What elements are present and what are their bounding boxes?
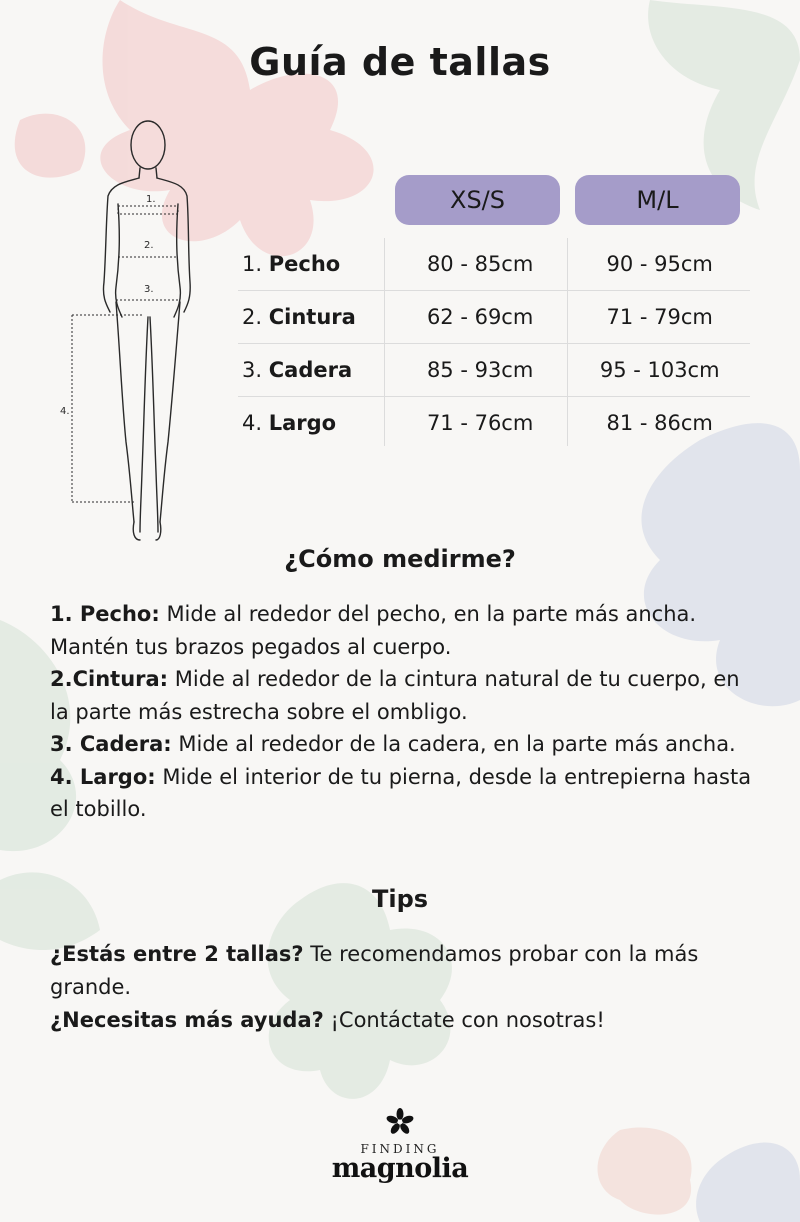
row-label: 2. Cintura	[242, 305, 356, 329]
row-label: 1. Pecho	[242, 252, 341, 276]
measurement-instructions	[50, 598, 760, 826]
brand-logo	[300, 1108, 500, 1182]
table-row	[238, 343, 750, 396]
figure-label-3: 3.	[144, 284, 154, 295]
cell-xs-s: 62 - 69cm	[426, 305, 534, 329]
tips-title: Tips	[371, 885, 429, 913]
logo-text-bottom: magnolia	[331, 1153, 469, 1184]
instruction-item: 4. Largo: Mide el interior de tu pierna, desde la entrepierna hasta el tobillo.	[50, 764, 752, 821]
cell-m-l: 81 - 86cm	[606, 411, 713, 435]
size-table	[238, 238, 750, 449]
cell-m-l: 90 - 95cm	[606, 252, 713, 276]
instruction-item: 1. Pecho: Mide al rededor del pecho, en la parte más ancha. Mantén tus brazos pegados al cuerpo.	[50, 602, 697, 659]
table-row	[238, 290, 750, 343]
cell-xs-s: 71 - 76cm	[426, 411, 534, 435]
flower-icon	[386, 1108, 414, 1136]
how-to-title: ¿Cómo medirme?	[284, 545, 516, 573]
size-header-xs-s: XS/S	[395, 175, 560, 225]
body-measurement-figure	[60, 112, 210, 552]
instruction-item: 2.Cintura: Mide al rededor de la cintura natural de tu cuerpo, en la parte más estrecha sobre el ombligo.	[50, 667, 740, 724]
page-title: Guía de tallas	[249, 40, 551, 84]
table-row	[238, 238, 750, 290]
row-label: 3. Cadera	[242, 358, 353, 382]
table-row	[238, 396, 750, 449]
figure-label-4: 4.	[60, 406, 70, 417]
cell-xs-s: 80 - 85cm	[426, 252, 534, 276]
tips-list	[50, 938, 760, 1037]
figure-label-2: 2.	[144, 240, 154, 251]
cell-m-l: 95 - 103cm	[599, 358, 720, 382]
tip-item: ¿Necesitas más ayuda? ¡Contáctate con nosotras!	[50, 1008, 605, 1032]
instruction-item: 3. Cadera: Mide al rededor de la cadera, en la parte más ancha.	[50, 732, 736, 756]
tip-item: ¿Estás entre 2 tallas? Te recomendamos probar con la más grande.	[50, 942, 699, 999]
figure-label-1: 1.	[146, 194, 156, 205]
cell-m-l: 71 - 79cm	[606, 305, 713, 329]
cell-xs-s: 85 - 93cm	[426, 358, 534, 382]
row-label: 4. Largo	[242, 411, 337, 435]
logo-text-top: FINDING	[360, 1142, 440, 1156]
size-header-m-l: M/L	[575, 175, 740, 225]
